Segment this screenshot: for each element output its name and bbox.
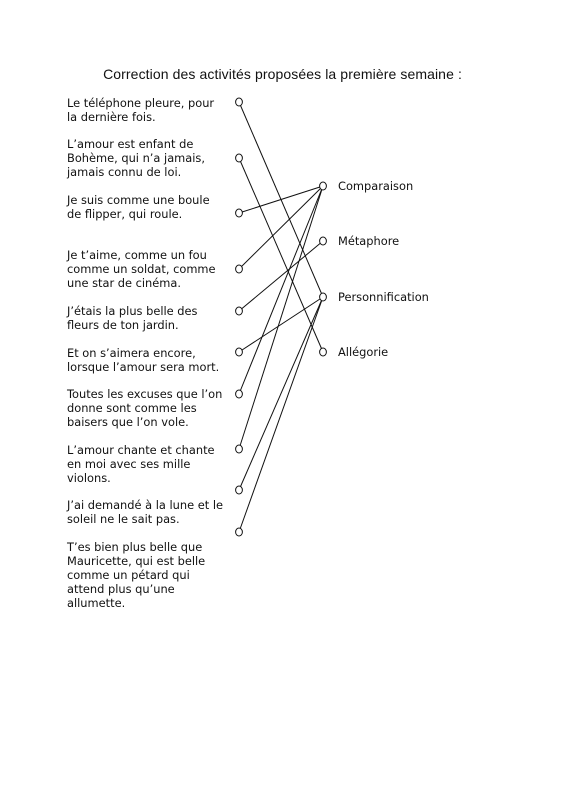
sentence-10: T’es bien plus belle que Mauricette, qui est belle comme un pétard qui attend plus qu’une allumette. bbox=[67, 540, 206, 610]
sentence-3: Je suis comme une boule de flipper, qui roule. bbox=[67, 193, 210, 221]
sentence-dot-10 bbox=[236, 528, 243, 536]
sentence-dot-7 bbox=[236, 390, 243, 398]
category-personnification: Personnification bbox=[338, 290, 429, 304]
category-metaphore: Métaphore bbox=[338, 234, 400, 248]
sentence-dot-6 bbox=[236, 348, 243, 356]
sentence-dot-4 bbox=[236, 265, 243, 273]
link-line-5 bbox=[239, 241, 323, 311]
sentence-4: Je t’aime, comme un fou comme un soldat, comme une star de cinéma. bbox=[67, 248, 216, 290]
sentence-2: L’amour est enfant de Bohème, qui n’a jamais, jamais connu de loi. bbox=[67, 137, 205, 179]
sentence-7: Toutes les excuses que l’on donne sont comme les baisers que l’on vole. bbox=[67, 387, 223, 429]
category-allegorie: Allégorie bbox=[338, 345, 389, 359]
link-line-6 bbox=[239, 297, 323, 352]
link-line-10 bbox=[239, 297, 323, 532]
link-line-3 bbox=[239, 186, 323, 213]
category-dot-3 bbox=[320, 293, 327, 301]
category-comparaison: Comparaison bbox=[338, 179, 414, 193]
category-dot-1 bbox=[320, 182, 327, 190]
sentence-5: J’étais la plus belle des fleurs de ton jardin. bbox=[67, 304, 198, 332]
sentence-dot-2 bbox=[236, 154, 243, 162]
category-dot-4 bbox=[320, 348, 327, 356]
sentence-6: Et on s’aimera encore, lorsque l’amour sera mort. bbox=[67, 346, 220, 374]
sentence-dot-3 bbox=[236, 209, 243, 217]
sentence-9: J’ai demandé à la lune et le soleil ne le sait pas. bbox=[67, 498, 224, 526]
link-line-7 bbox=[239, 186, 323, 394]
link-line-8 bbox=[239, 186, 323, 449]
sentence-dot-9 bbox=[236, 486, 243, 494]
sentence-dot-5 bbox=[236, 307, 243, 315]
link-line-9 bbox=[239, 297, 323, 490]
sentence-dot-1 bbox=[236, 98, 243, 106]
sentence-dot-8 bbox=[236, 445, 243, 453]
link-line-2 bbox=[239, 158, 323, 352]
category-dot-2 bbox=[320, 237, 327, 245]
sentence-8: L’amour chante et chante en moi avec ses mille violons. bbox=[67, 443, 215, 485]
page-title: Correction des activités proposées la première semaine : bbox=[103, 66, 462, 82]
sentence-1: Le téléphone pleure, pour la dernière fois. bbox=[67, 96, 215, 124]
